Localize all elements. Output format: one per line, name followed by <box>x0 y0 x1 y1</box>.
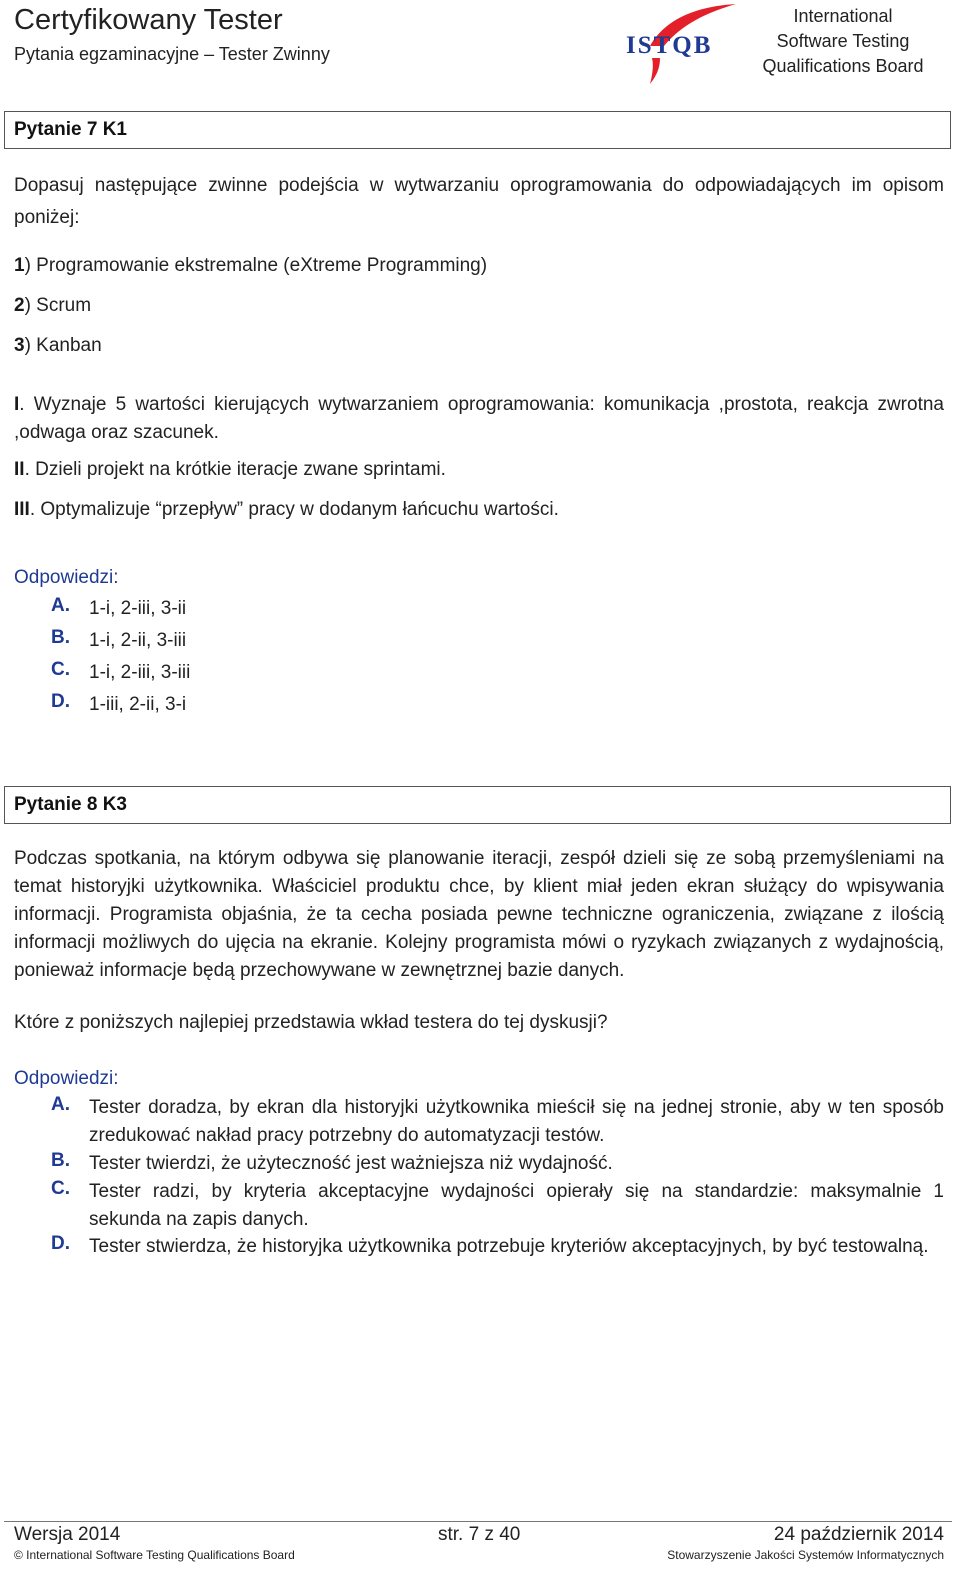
q7-answer-b <box>51 627 944 655</box>
document-title: Certyfikowany Tester <box>14 4 283 36</box>
q7-description-1 <box>14 391 944 447</box>
logo-text: ISTQB <box>626 32 713 59</box>
q7-item-2 <box>14 295 944 317</box>
q8-answer-d <box>51 1233 944 1261</box>
q8-answer-d-letter: D. <box>51 1233 70 1254</box>
q7-item-2-text: ) Scrum <box>24 295 92 316</box>
question-7-intro: Dopasuj następujące zwinne podejścia w wytwarzaniu oprogramowania do odpowiadających im opisom poniżej: <box>14 175 944 228</box>
org-name-line-2: Software Testing <box>776 31 910 51</box>
question-7-heading: Pytanie 7 K1 <box>4 111 951 149</box>
q7-item-1-number: 1 <box>14 255 25 276</box>
q7-description-3-number: III <box>14 499 30 520</box>
q7-item-1 <box>14 255 944 277</box>
q8-answer-a-text: Tester doradza, by ekran dla historyjki użytkownika mieścił się na jednej stronie, aby w ten sposób zredukować nakład pracy potrzebny do automatyzacji testów. <box>89 1097 944 1146</box>
document-subtitle: Pytania egzaminacyjne – Tester Zwinny <box>14 44 330 64</box>
q7-answers-heading: Odpowiedzi: <box>14 567 119 588</box>
q8-answer-c-text: Tester radzi, by kryteria akceptacyjne wydajności opierały się na standardzie: maksymalnie 1 sekunda na zapis danych. <box>89 1181 944 1230</box>
question-8-heading: Pytanie 8 K3 <box>4 786 951 824</box>
q7-description-2 <box>14 459 944 481</box>
q7-answer-c-letter: C. <box>51 659 70 680</box>
footer-copyright: © International Software Testing Qualifications Board <box>14 1548 295 1562</box>
q8-answer-a <box>51 1094 944 1150</box>
istqb-logo <box>622 2 740 84</box>
q8-answer-c-letter: C. <box>51 1178 70 1199</box>
q7-answer-d <box>51 691 944 719</box>
q7-description-2-text: . Dzieli projekt na krótkie iteracje zwane sprintami. <box>24 459 446 480</box>
q7-answer-a-letter: A. <box>51 595 70 616</box>
q8-answers-heading: Odpowiedzi: <box>14 1068 119 1089</box>
q7-item-3-number: 3 <box>14 335 25 356</box>
q8-answer-d-text: Tester stwierdza, że historyjka użytkownika potrzebuje kryteriów akceptacyjnych, by być testowalną. <box>89 1236 929 1257</box>
q7-description-3-text: . Optymalizuje “przepływ” pracy w dodanym łańcuchu wartości. <box>29 499 559 520</box>
org-name-line-3: Qualifications Board <box>762 56 924 76</box>
q7-item-3 <box>14 335 944 357</box>
q7-answer-b-letter: B. <box>51 627 70 648</box>
logo-swoosh-bottom <box>650 58 660 84</box>
footer-version: Wersja 2014 <box>14 1524 121 1545</box>
org-name-line-1: International <box>793 6 893 26</box>
q7-answer-c <box>51 659 944 687</box>
q8-answer-c <box>51 1178 944 1234</box>
q7-answer-a-text: 1-i, 2-iii, 3-ii <box>89 598 187 619</box>
footer-page-number: str. 7 z 40 <box>438 1524 521 1545</box>
q7-answer-c-text: 1-i, 2-iii, 3-iii <box>89 662 191 683</box>
q7-item-3-text: ) Kanban <box>24 335 102 356</box>
q8-answer-b-text: Tester twierdzi, że użyteczność jest ważniejsza niż wydajność. <box>89 1153 613 1174</box>
question-8-body: Podczas spotkania, na którym odbywa się planowanie iteracji, zespół dzieli się ze sobą przemyśleniami na temat historyjki użytkownika. Właściciel produktu chce, by klient miał jeden ekran służący do wpisywania informacji. Programista objaśnia, że ta cecha posiada pewne techniczne ograniczenia, związane z ilością informacji możliwych do ujęcia na ekranie. Kolejny programista mówi o ryzykach związanych z wydajnością, ponieważ informacje będą przechowywane w zewnętrznej bazie danych. <box>14 848 944 981</box>
q7-description-2-number: II <box>14 459 25 480</box>
footer-divider <box>4 1521 952 1522</box>
q7-answer-b-text: 1-i, 2-ii, 3-iii <box>89 630 187 651</box>
q7-item-2-number: 2 <box>14 295 25 316</box>
question-8-prompt: Które z poniższych najlepiej przedstawia wkład testera do tej dyskusji? <box>14 1012 608 1033</box>
footer-date: 24 październik 2014 <box>773 1524 944 1545</box>
q7-description-1-number: I <box>14 394 20 415</box>
q8-answer-b <box>51 1150 944 1178</box>
q8-answer-a-letter: A. <box>51 1094 70 1115</box>
q7-description-1-text: . Wyznaje 5 wartości kierujących wytwarzaniem oprogramowania: komunikacja ,prostota, reakcja zwrotna ,odwaga oraz szacunek. <box>14 394 944 443</box>
q7-answer-d-letter: D. <box>51 691 70 712</box>
q7-answer-d-text: 1-iii, 2-ii, 3-i <box>89 694 187 715</box>
footer-association: Stowarzyszenie Jakości Systemów Informatycznych <box>667 1548 944 1562</box>
org-name <box>742 4 944 79</box>
q7-answer-a <box>51 595 944 623</box>
q7-description-3 <box>14 499 944 521</box>
q8-answer-b-letter: B. <box>51 1150 70 1171</box>
q7-item-1-text: ) Programowanie ekstremalne (eXtreme Programming) <box>24 255 488 276</box>
